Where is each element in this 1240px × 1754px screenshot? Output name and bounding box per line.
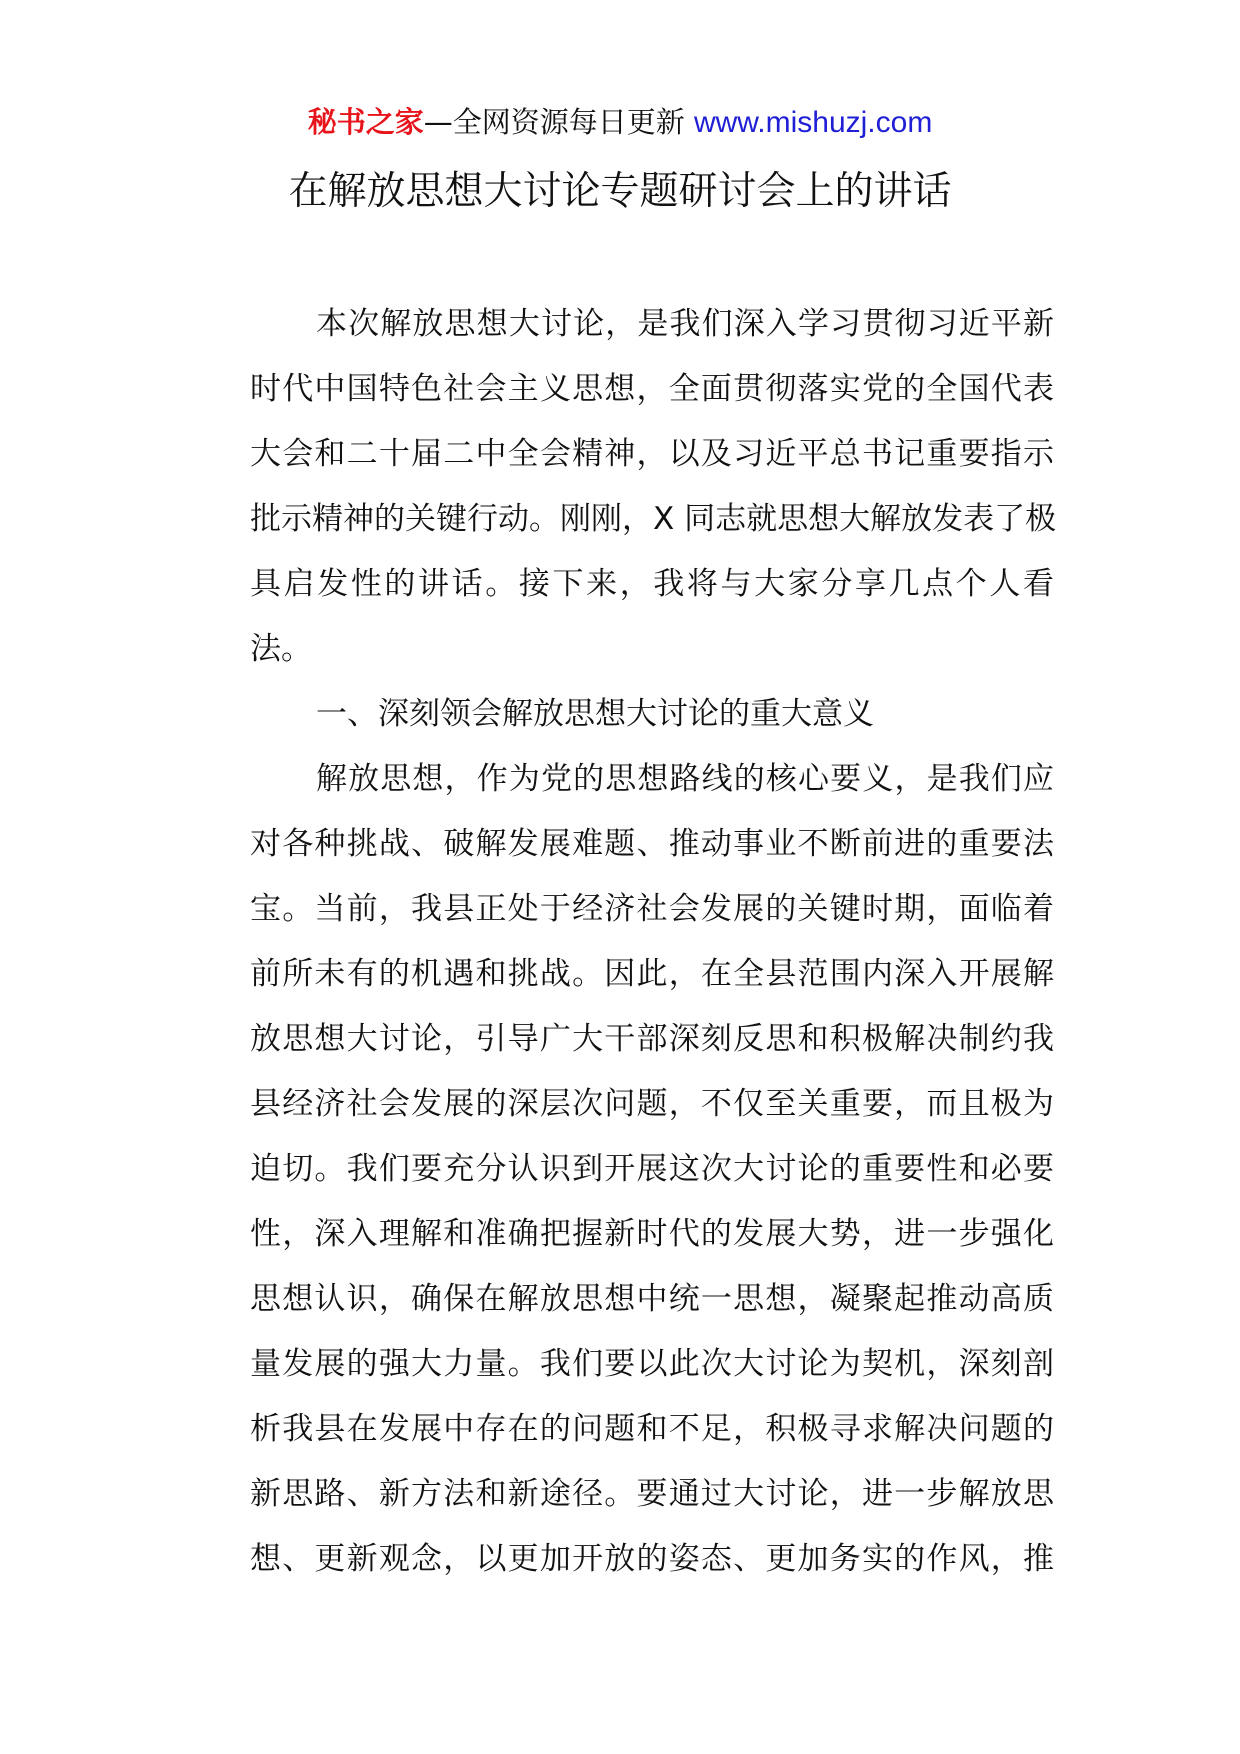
text-line: 量发展的强大力量。我们要以此次大讨论为契机，深刻剖: [250, 1346, 1054, 1382]
text-line: 迫切。我们要充分认识到开展这次大讨论的重要性和必要: [250, 1151, 1054, 1187]
text-line: 法。: [250, 631, 312, 667]
text-line: 放思想大讨论，引导广大干部深刻反思和积极解决制约我: [250, 1021, 1054, 1057]
text-line: 析我县在发展中存在的问题和不足，积极寻求解决问题的: [250, 1411, 1054, 1447]
text-line: 具启发性的讲话。接下来，我将与大家分享几点个人看: [250, 566, 1054, 602]
site-tagline: —全网资源每日更新: [423, 105, 685, 139]
document-body: [188, 292, 1057, 1592]
paragraph-intro: [188, 292, 1057, 682]
text-line: 本次解放思想大讨论，是我们深入学习贯彻习近平新: [316, 306, 1054, 342]
document-title: 在解放思想大讨论专题研讨会上的讲话: [288, 169, 952, 214]
paragraph-significance: [188, 747, 1054, 1592]
text-line: 时代中国特色社会主义思想，全面贯彻落实党的全国代表: [250, 371, 1054, 407]
text-line: 县经济社会发展的深层次问题，不仅至关重要，而且极为: [250, 1086, 1054, 1122]
text-line: 性，深入理解和准确把握新时代的发展大势，进一步强化: [250, 1216, 1054, 1252]
text-line: 宝。当前，我县正处于经济社会发展的关键时期，面临着: [250, 891, 1054, 927]
section-heading-text: 一、深刻领会解放思想大讨论的重大意义: [316, 696, 874, 732]
text-line: 新思路、新方法和新途径。要通过大讨论，进一步解放思: [250, 1476, 1054, 1512]
text-line: 解放思想，作为党的思想路线的核心要义，是我们应: [316, 761, 1054, 797]
site-url-link[interactable]: www.mishuzj.com: [693, 106, 933, 139]
text-line: 前所未有的机遇和挑战。因此，在全县范围内深入开展解: [250, 956, 1054, 992]
text-line: 大会和二十届二中全会精神，以及习近平总书记重要指示: [250, 436, 1054, 472]
section-heading: [188, 682, 1054, 747]
site-brand: 秘书之家: [307, 105, 424, 139]
text-line: 思想认识，确保在解放思想中统一思想，凝聚起推动高质: [250, 1281, 1054, 1317]
text-line: 批示精神的关键行动。刚刚，X 同志就思想大解放发表了极: [250, 501, 1057, 537]
site-header: [0, 100, 1240, 145]
text-line: 想、更新观念，以更加开放的姿态、更加务实的作风，推: [250, 1541, 1054, 1577]
text-line: 对各种挑战、破解发展难题、推动事业不断前进的重要法: [250, 826, 1054, 862]
